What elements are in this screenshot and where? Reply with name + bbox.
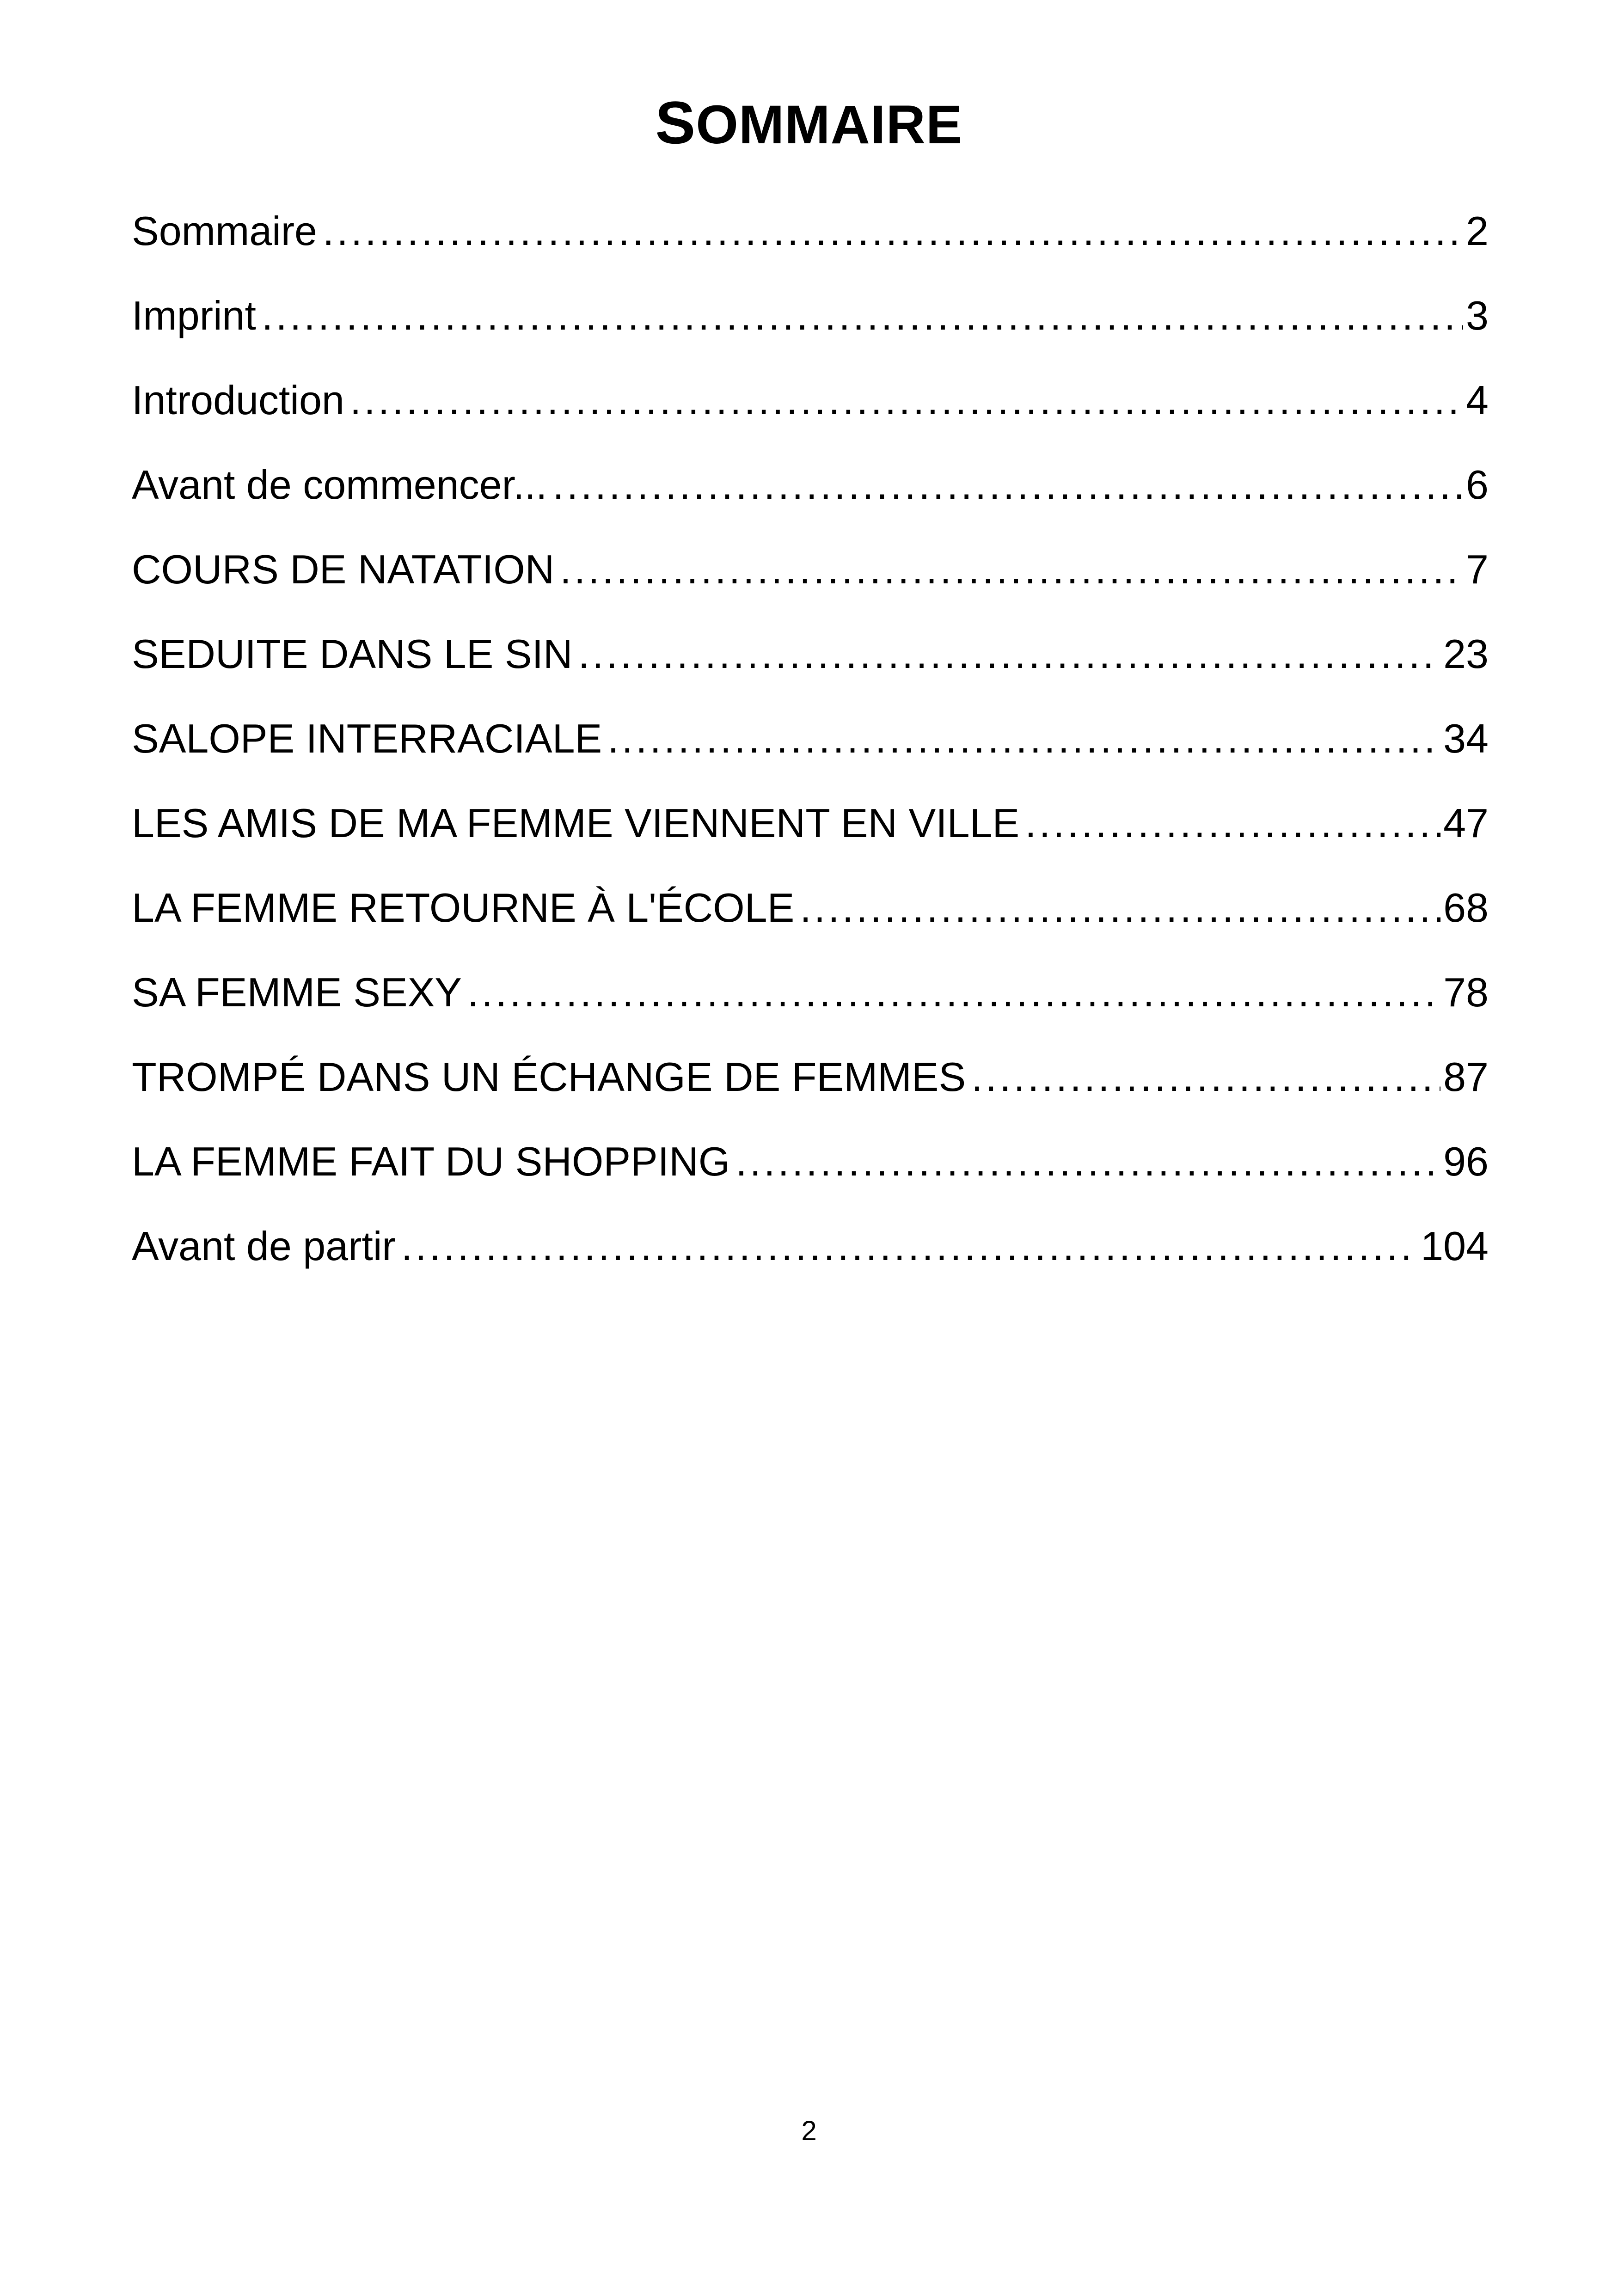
toc-entry-page: 7 [1466,546,1489,592]
toc-dot-leader [262,283,1463,348]
toc-dot-leader [578,622,1441,686]
toc-entry[interactable] [132,1045,1489,1129]
toc-entry-label: SALOPE INTERRACIALE [132,716,602,761]
toc-entry-page: 96 [1443,1139,1489,1184]
toc-entry-page: 34 [1443,716,1489,761]
toc-entry-page: 4 [1466,377,1489,423]
toc-dot-leader [971,1045,1440,1109]
toc-entry-label: COURS DE NATATION [132,546,555,592]
toc-entry-label: Sommaire [132,208,317,254]
toc-entry-label: LA FEMME RETOURNE À L'ÉCOLE [132,885,795,931]
toc-entry-label: SA FEMME SEXY [132,969,462,1015]
toc-dot-leader [350,368,1463,433]
toc-entry[interactable] [132,622,1489,706]
toc-entry[interactable] [132,537,1489,622]
toc-dot-leader [1025,791,1440,856]
toc-entry[interactable] [132,453,1489,537]
toc-dot-leader [607,706,1440,771]
page-title [0,88,1618,159]
toc-entry[interactable] [132,199,1489,283]
page-title-rest: OMMAIRE [696,94,963,155]
toc-entry-page: 68 [1443,885,1489,931]
toc-dot-leader [800,876,1440,940]
page-title-initial: S [655,89,696,156]
toc-entry-page: 3 [1466,293,1489,338]
toc-entry[interactable] [132,876,1489,960]
toc-dot-leader [323,199,1463,263]
toc-entry[interactable] [132,706,1489,791]
toc-entry[interactable] [132,960,1489,1045]
toc-entry-label: TROMPÉ DANS UN ÉCHANGE DE FEMMES [132,1054,966,1100]
table-of-contents [132,199,1489,1298]
toc-dot-leader [552,453,1463,517]
toc-entry-label: Avant de partir [132,1223,396,1269]
toc-entry-label: LA FEMME FAIT DU SHOPPING [132,1139,730,1184]
toc-dot-leader [735,1129,1440,1194]
toc-entry-label: SEDUITE DANS LE SIN [132,631,573,677]
toc-entry-label: Imprint [132,293,256,338]
toc-entry-label: LES AMIS DE MA FEMME VIENNENT EN VILLE [132,800,1020,846]
toc-entry[interactable] [132,1214,1489,1298]
toc-entry-label: Avant de commencer... [132,462,547,508]
toc-entry-page: 2 [1466,208,1489,254]
toc-entry-page: 6 [1466,462,1489,508]
toc-entry-page: 78 [1443,969,1489,1015]
toc-entry[interactable] [132,368,1489,453]
toc-dot-leader [401,1214,1418,1279]
toc-entry-page: 104 [1421,1223,1489,1269]
toc-entry-page: 23 [1443,631,1489,677]
page-number: 2 [801,2115,817,2146]
toc-entry-label: Introduction [132,377,344,423]
toc-dot-leader [560,537,1463,602]
toc-entry[interactable] [132,283,1489,368]
toc-entry[interactable] [132,791,1489,876]
toc-dot-leader [467,960,1440,1025]
toc-entry[interactable] [132,1129,1489,1214]
toc-entry-page: 47 [1443,800,1489,846]
toc-entry-page: 87 [1443,1054,1489,1100]
